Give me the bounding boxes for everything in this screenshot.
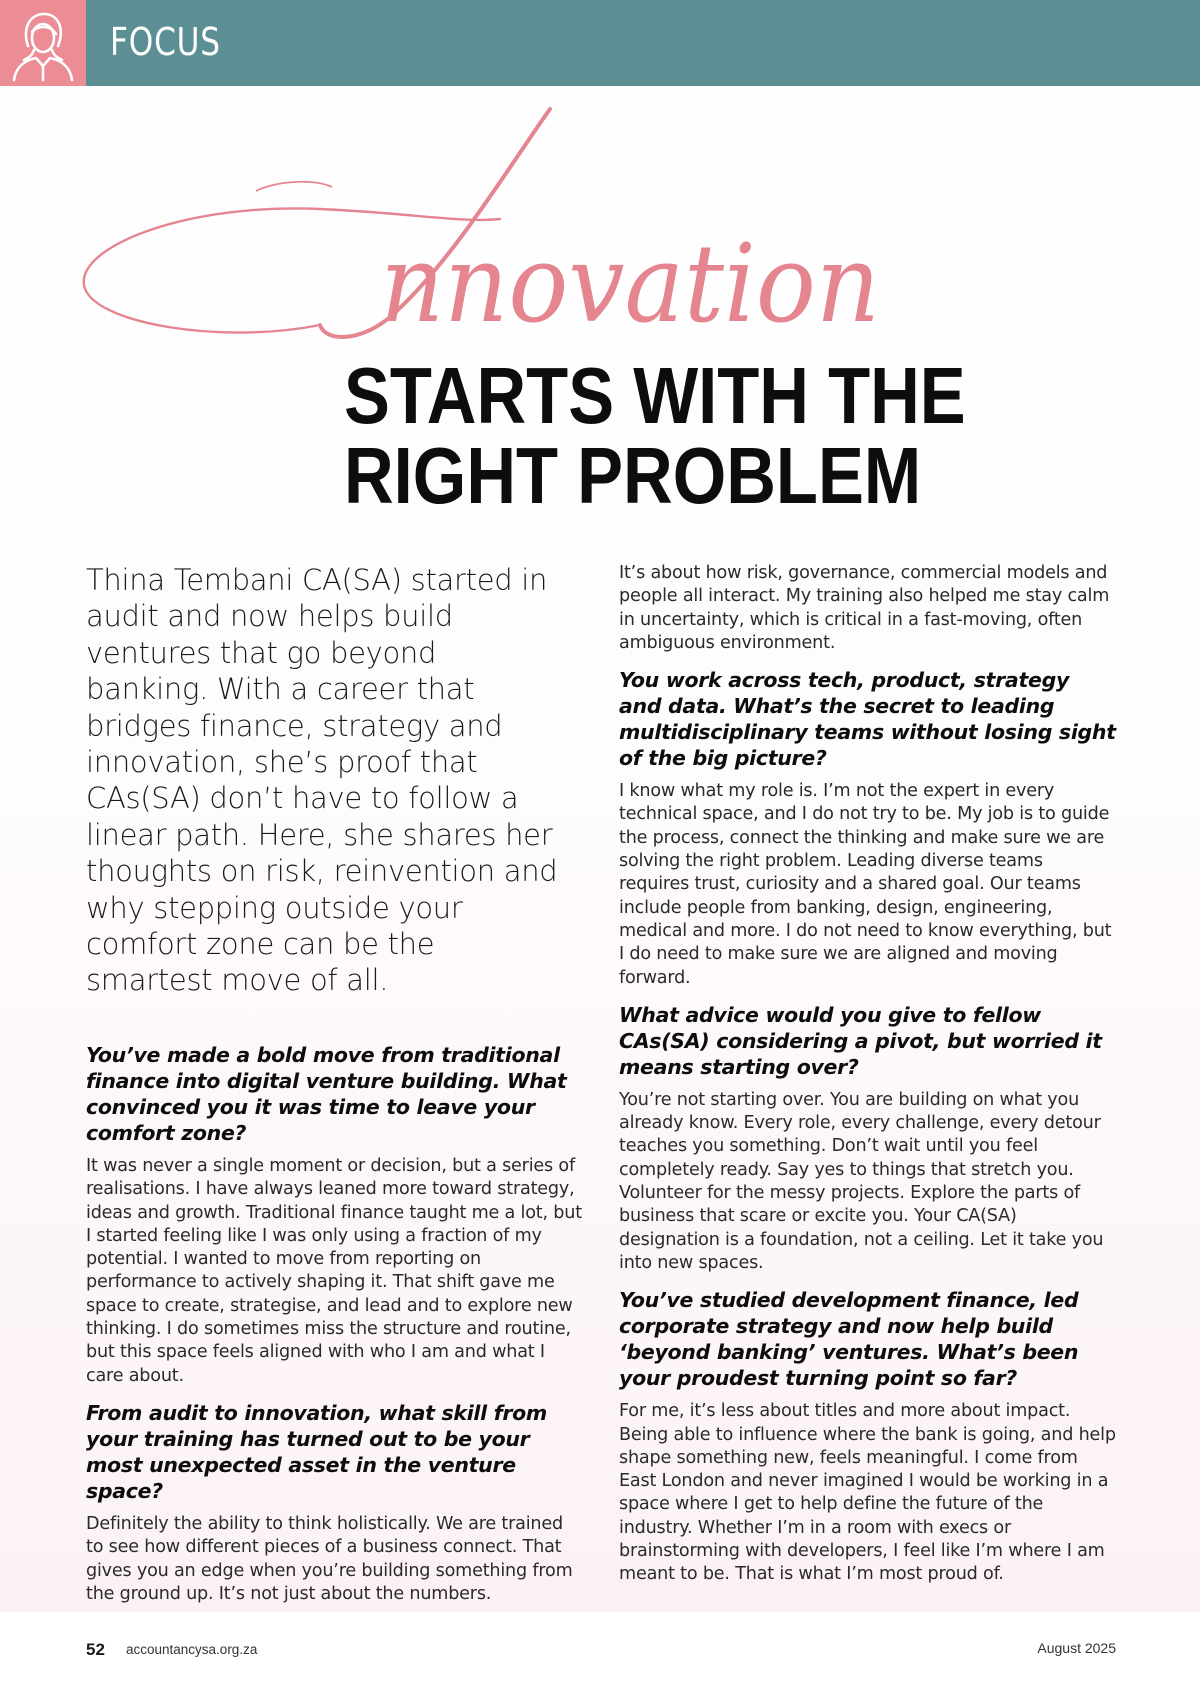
section-label: FOCUS xyxy=(110,20,221,64)
issue-date: August 2025 xyxy=(1037,1640,1116,1656)
svg-text:nnovation: nnovation xyxy=(380,222,880,347)
right-column xyxy=(619,562,1117,1599)
headline-line-1: STARTS WITH THE xyxy=(344,351,966,440)
question: You work across tech, product, strategy and data. What’s the secret to leading multidisciplinary teams without losing sight of the big picture? xyxy=(619,668,1116,771)
section-icon-box xyxy=(0,0,86,86)
headline-line-2: RIGHT PROBLEM xyxy=(344,431,922,520)
answer: Definitely the ability to think holistically. We are trained to see how different pieces of a business connect. That gives you an edge when you’re building something from the ground up. It’s not just about the numbers. xyxy=(86,1513,573,1604)
footer xyxy=(0,1612,1200,1696)
website-link[interactable]: accountancysa.org.za xyxy=(126,1642,258,1657)
answer-continued: It’s about how risk, governance, commercial models and people all interact. My training also helped me stay calm in uncertainty, which is critical in a fast-moving, often ambiguous environment. xyxy=(619,563,1110,653)
script-title xyxy=(70,95,910,365)
left-column xyxy=(86,1042,584,1618)
woman-portrait-icon xyxy=(8,6,78,82)
intro-paragraph: Thina Tembani CA(SA) started in audit and now helps build ventures that go beyond banking. With a career that bridges finance, strategy and innovation, she’s proof that CAs(SA) don’t have to follow a linear path. Here, she shares her thoughts on risk, reinvention and why stepping outside your comfort zone can be the smartest move of all. xyxy=(86,563,558,998)
header-bar xyxy=(0,0,1200,86)
answer: You’re not starting over. You are building on what you already know. Every role, every challenge, every detour teaches you something. Don’t wait until you feel completely ready. Say yes to things that stretch you. Volunteer for the messy projects. Explore the parts of business that scare or excite you. Your CA(SA) designation is a foundation, not a ceiling. Let it take you into new spaces. xyxy=(619,1089,1104,1273)
answer: I know what my role is. I’m not the expert in every technical space, and I do not try to be. My job is to guide the process, connect the thinking and make sure we are solving the right problem. Leading diverse teams requires trust, curiosity and a shared goal. Our teams include people from banking, design, engineering, medical and more. I do not need to know everything, but I do need to make sure we are aligned and moving forward. xyxy=(619,781,1112,988)
answer: It was never a single moment or decision, but a series of realisations. I have always leaned more toward strategy, ideas and growth. Traditional finance taught me a lot, but I started feeling like I was only using a fraction of my potential. I wanted to move from reporting on performance to actively shaping it. That shift gave me space to create, strategise, and lead and to explore new thinking. I do sometimes miss the structure and routine, but this space feels aligned with who I am and what I care about. xyxy=(86,1156,582,1386)
answer: For me, it’s less about titles and more about impact. Being able to influence where the bank is going, and help shape something new, feels meaningful. I come from East London and never imagined I would be working in a space where I get to help define the future of the industry. Whether I’m in a room with execs or brainstorming with developers, I feel like I’m where I am meant to be. That is what I’m most proud of. xyxy=(619,1401,1116,1585)
question: From audit to innovation, what skill from your training has turned out to be your most unexpected asset in the venture space? xyxy=(86,1400,547,1503)
headline xyxy=(344,351,966,520)
question: What advice would you give to fellow CAs(SA) considering a pivot, but worried it means starting over? xyxy=(619,1002,1102,1079)
question: You’ve made a bold move from traditional finance into digital venture building. What convinced you it was time to leave your comfort zone? xyxy=(86,1043,567,1145)
question: You’ve studied development finance, led corporate strategy and now help build ‘beyond banking’ ventures. What’s been your proudest turning point so far? xyxy=(619,1288,1079,1391)
page-number: 52 xyxy=(86,1640,105,1659)
